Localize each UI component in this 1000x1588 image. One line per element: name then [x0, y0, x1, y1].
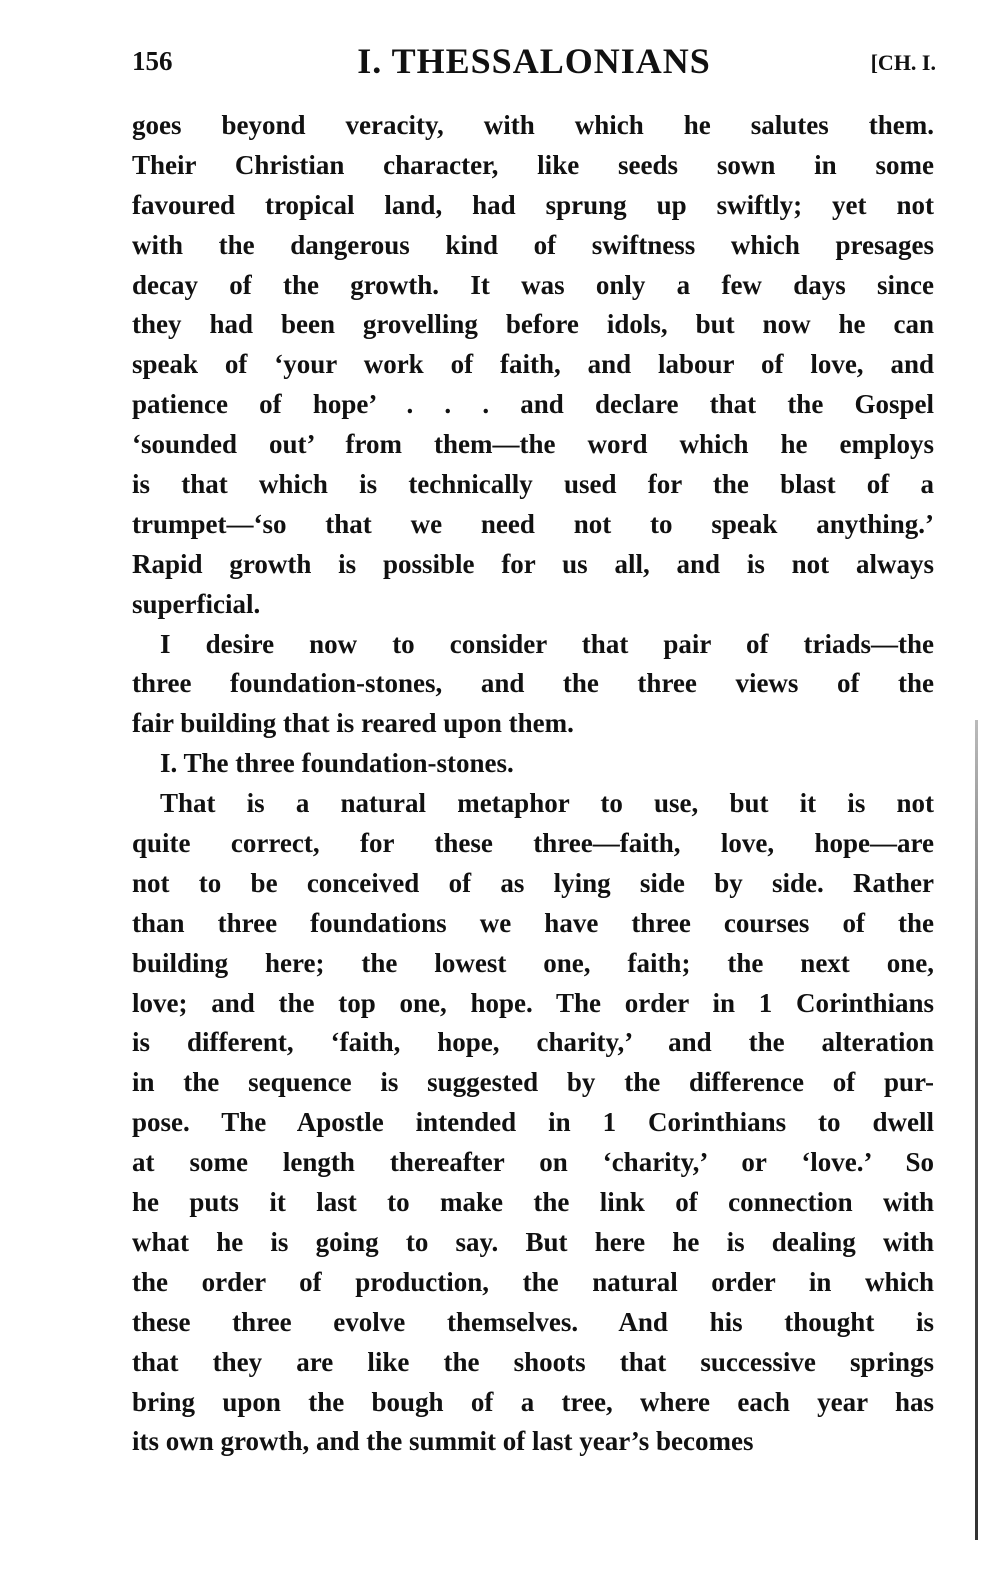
- text-line: not to be conceived of as lying side by side. Rather: [132, 867, 934, 898]
- running-header: [132, 40, 936, 90]
- margin-rule: [975, 720, 978, 1540]
- text-line: pose. The Apostle intended in 1 Corinthians to dwell: [132, 1107, 934, 1138]
- text-line: I desire now to consider that pair of triads—the: [160, 628, 934, 659]
- text-line: Rapid growth is possible for us all, and is not always: [132, 548, 934, 579]
- chapter-reference: [CH. I.: [870, 50, 936, 75]
- text-line: goes beyond veracity, with which he salutes them.: [132, 110, 934, 140]
- text-line: in the sequence is suggested by the difference of pur-: [132, 1067, 934, 1098]
- text-line: than three foundations we have three courses of the: [132, 907, 934, 938]
- text-line: trumpet—‘so that we need not to speak anything.’: [132, 508, 934, 539]
- text-line: favoured tropical land, had sprung up swiftly; yet not: [132, 189, 934, 220]
- text-line: I. The three foundation-stones.: [160, 748, 514, 779]
- text-line: what he is going to say. But here he is dealing with: [132, 1226, 934, 1257]
- paragraph: [132, 106, 934, 625]
- text-line: decay of the growth. It was only a few days since: [132, 269, 934, 300]
- text-line: is different, ‘faith, hope, charity,’ and the alteration: [132, 1027, 934, 1058]
- text-line: with the dangerous kind of swiftness which presages: [132, 229, 934, 260]
- text-line: ‘sounded out’ from them—the word which he employs: [132, 429, 934, 460]
- page-number: 156: [132, 46, 173, 76]
- text-line: at some length thereafter on ‘charity,’ or ‘love.’ So: [132, 1147, 934, 1178]
- text-line: these three evolve themselves. And his thought is: [132, 1306, 934, 1337]
- text-line: patience of hope’ . . . and declare that the Gospel: [132, 389, 934, 420]
- body-text: [132, 106, 934, 1462]
- paragraph: [132, 744, 934, 784]
- text-line: he puts it last to make the link of connection with: [132, 1187, 934, 1218]
- text-line: building here; the lowest one, faith; the next one,: [132, 947, 934, 978]
- text-line: bring upon the bough of a tree, where each year has: [132, 1386, 934, 1417]
- text-line: quite correct, for these three—faith, love, hope—are: [132, 828, 934, 859]
- text-line: three foundation-stones, and the three views of the: [132, 668, 934, 699]
- text-line: they had been grovelling before idols, but now he can: [132, 309, 934, 340]
- paragraph: [132, 625, 934, 745]
- text-line: love; and the top one, hope. The order in 1 Corinthians: [132, 987, 934, 1018]
- running-title: I. THESSALONIANS: [357, 41, 711, 81]
- text-line: superficial.: [132, 588, 261, 619]
- text-line: its own growth, and the summit of last year’s becomes: [132, 1426, 754, 1457]
- text-line: That is a natural metaphor to use, but it is not: [160, 788, 934, 819]
- text-line: the order of production, the natural order in which: [132, 1266, 934, 1297]
- text-line: that they are like the shoots that successive springs: [132, 1346, 934, 1377]
- paragraph: [132, 784, 934, 1462]
- text-line: speak of ‘your work of faith, and labour of love, and: [132, 349, 934, 380]
- text-line: is that which is technically used for the blast of a: [132, 469, 934, 500]
- text-line: fair building that is reared upon them.: [132, 708, 574, 739]
- text-line: Their Christian character, like seeds sown in some: [132, 149, 934, 180]
